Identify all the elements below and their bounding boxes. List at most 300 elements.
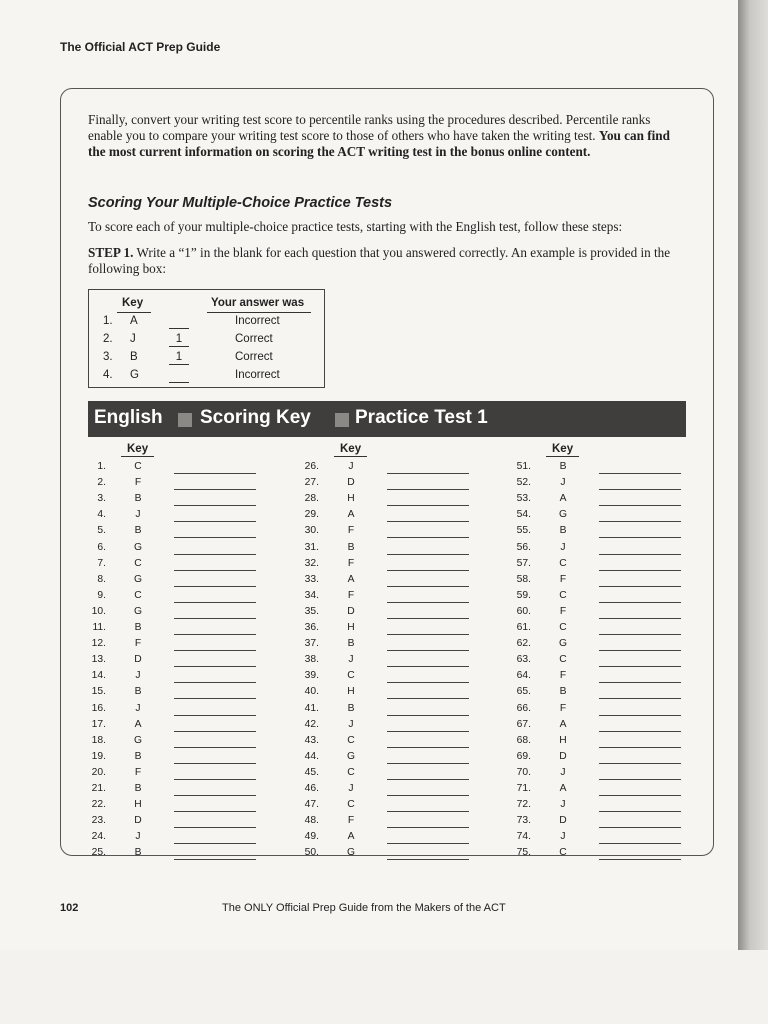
answer-blank[interactable]	[387, 731, 469, 732]
example-question-number: 1.	[103, 315, 113, 327]
banner-square-icon	[335, 413, 349, 427]
answer-key-letter: G	[133, 541, 142, 553]
answer-key-letter: B	[134, 686, 142, 698]
question-number: 38.	[304, 654, 319, 666]
scan-background	[0, 950, 768, 1024]
question-number: 41.	[304, 702, 319, 714]
scoring-key-banner	[88, 401, 686, 437]
answer-key-letter: B	[134, 847, 142, 859]
answer-key-row	[507, 815, 717, 831]
answer-blank[interactable]	[174, 682, 256, 683]
answer-blank[interactable]	[387, 779, 469, 780]
answer-blank[interactable]	[387, 859, 469, 860]
answer-blank[interactable]	[387, 521, 469, 522]
answer-blank[interactable]	[387, 537, 469, 538]
answer-blank[interactable]	[387, 602, 469, 603]
answer-blank[interactable]	[387, 698, 469, 699]
answer-key-row	[507, 719, 717, 735]
example-mark-blank	[169, 315, 189, 329]
example-key-letter: J	[130, 333, 136, 345]
answer-blank[interactable]	[599, 586, 681, 587]
answer-key-letter: G	[558, 638, 567, 650]
answer-blank[interactable]	[387, 843, 469, 844]
answer-blank[interactable]	[387, 666, 469, 667]
question-number: 12.	[91, 638, 106, 650]
footer-text: The ONLY Official Prep Guide from the Makers of the ACT	[222, 902, 506, 914]
answer-key-letter: F	[347, 557, 355, 569]
question-number: 3.	[97, 493, 106, 505]
question-number: 6.	[97, 541, 106, 553]
question-number: 64.	[516, 670, 531, 682]
question-number: 50.	[304, 847, 319, 859]
answer-blank[interactable]	[174, 779, 256, 780]
answer-blank[interactable]	[599, 682, 681, 683]
answer-key-letter: J	[135, 509, 141, 521]
answer-key-row	[295, 799, 505, 815]
answer-key-row	[507, 493, 717, 509]
answer-blank[interactable]	[599, 715, 681, 716]
intro-text: Finally, convert your writing test score to percentile ranks using the procedures described. Percentile ranks enable you to compare your writing test score to those of others who have taken the writing test.	[88, 112, 651, 143]
question-number: 36.	[304, 622, 319, 633]
answer-key-row	[82, 751, 292, 767]
answer-key-row	[507, 735, 717, 751]
answer-key-row	[295, 703, 505, 719]
answer-key-letter: A	[559, 493, 567, 505]
question-number: 63.	[516, 654, 531, 666]
question-number: 13.	[91, 654, 106, 666]
answer-blank[interactable]	[174, 570, 256, 571]
question-number: 60.	[516, 605, 531, 617]
answer-blank[interactable]	[174, 811, 256, 812]
question-number: 9.	[97, 589, 106, 601]
answer-blank[interactable]	[599, 473, 681, 474]
question-number: 44.	[304, 750, 319, 762]
answer-blank[interactable]	[174, 489, 256, 490]
answer-blank[interactable]	[174, 731, 256, 732]
answer-key-letter: J	[135, 831, 141, 843]
answer-key-row	[295, 719, 505, 735]
answer-key-letter: F	[559, 670, 567, 682]
question-number: 31.	[304, 541, 319, 553]
question-number: 55.	[516, 525, 531, 537]
answer-key-row	[82, 622, 292, 638]
answer-blank[interactable]	[387, 618, 469, 619]
answer-key-letter: A	[347, 509, 355, 521]
answer-key-row	[507, 477, 717, 493]
answer-key-letter: C	[347, 670, 355, 682]
answer-blank[interactable]	[599, 747, 681, 748]
intro-paragraph	[88, 112, 688, 160]
answer-key-letter: J	[348, 783, 354, 794]
question-number: 5.	[97, 525, 106, 537]
answer-key-letter: B	[559, 686, 567, 698]
answer-key-row	[507, 703, 717, 719]
answer-key-row	[82, 703, 292, 719]
question-number: 69.	[516, 750, 531, 762]
answer-blank[interactable]	[599, 521, 681, 522]
answer-key-row	[507, 461, 717, 477]
question-number: 47.	[304, 799, 319, 811]
question-number: 45.	[304, 766, 319, 778]
answer-key-row	[507, 606, 717, 622]
answer-key-row	[507, 751, 717, 767]
question-number: 49.	[304, 831, 319, 843]
answer-key-row	[507, 638, 717, 654]
answer-key-letter: J	[135, 702, 141, 714]
answer-key-row	[82, 815, 292, 831]
answer-blank[interactable]	[174, 650, 256, 651]
answer-key-letter: D	[559, 750, 567, 762]
answer-blank[interactable]	[174, 827, 256, 828]
answer-blank[interactable]	[599, 795, 681, 796]
question-number: 71.	[516, 783, 531, 794]
question-number: 40.	[304, 686, 319, 698]
question-number: 20.	[91, 766, 106, 778]
instructions-text: To score each of your multiple-choice practice tests, starting with the English test, follow these steps:	[88, 219, 623, 234]
answer-key-letter: A	[347, 831, 355, 843]
answer-blank[interactable]	[599, 666, 681, 667]
answer-key-row	[507, 590, 717, 606]
answer-blank[interactable]	[387, 715, 469, 716]
answer-blank[interactable]	[599, 827, 681, 828]
intro-bold-text: You can find the most current information on scoring the ACT writing test in the bonus online content.	[88, 128, 670, 159]
answer-key-row	[295, 767, 505, 783]
answer-key-row	[507, 686, 717, 702]
answer-key-letter: F	[134, 477, 142, 489]
answer-key-letter: G	[133, 734, 142, 746]
answer-key-row	[295, 638, 505, 654]
answer-key-letter: D	[347, 477, 355, 489]
answer-key-letter: B	[134, 525, 142, 537]
answer-blank[interactable]	[599, 537, 681, 538]
answer-key-row	[295, 574, 505, 590]
answer-blank[interactable]	[174, 795, 256, 796]
answer-key-letter: C	[347, 799, 355, 811]
question-number: 51.	[516, 461, 531, 472]
answer-key-letter: G	[133, 573, 142, 585]
answer-blank[interactable]	[599, 505, 681, 506]
answer-key-row	[82, 735, 292, 751]
example-answer-result: Correct	[235, 333, 273, 345]
example-row	[89, 315, 324, 333]
answer-key-row	[82, 638, 292, 654]
answer-key-row	[82, 461, 292, 477]
answer-blank[interactable]	[599, 554, 681, 555]
answer-key-letter: F	[347, 815, 355, 827]
answer-blank[interactable]	[387, 811, 469, 812]
question-number: 18.	[91, 734, 106, 746]
banner-square-icon	[178, 413, 192, 427]
answer-key-letter: B	[559, 461, 567, 472]
answer-blank[interactable]	[387, 570, 469, 571]
answer-blank[interactable]	[174, 554, 256, 555]
answer-key-letter: H	[347, 686, 355, 698]
example-key-letter: B	[130, 351, 138, 363]
question-number: 73.	[516, 815, 531, 827]
answer-blank[interactable]	[174, 747, 256, 748]
answer-key-row	[507, 654, 717, 670]
answer-key-row	[507, 799, 717, 815]
answer-key-letter: F	[559, 605, 567, 617]
answer-key-row	[295, 654, 505, 670]
answer-blank[interactable]	[174, 505, 256, 506]
book-spine	[738, 0, 768, 950]
question-number: 58.	[516, 573, 531, 585]
question-number: 39.	[304, 670, 319, 682]
answer-key-letter: G	[133, 605, 142, 617]
example-answer-result: Incorrect	[235, 369, 280, 381]
question-number: 23.	[91, 815, 106, 827]
answer-key-row	[82, 783, 292, 799]
question-number: 74.	[516, 831, 531, 843]
section-heading: Scoring Your Multiple-Choice Practice Tests	[88, 195, 393, 211]
example-row	[89, 369, 324, 387]
question-number: 19.	[91, 750, 106, 762]
answer-key-letter: B	[347, 541, 355, 553]
question-number: 61.	[516, 622, 531, 633]
answer-blank[interactable]	[599, 779, 681, 780]
example-mark-blank: 1	[169, 333, 189, 347]
answer-blank[interactable]	[174, 473, 256, 474]
answer-key-row	[295, 735, 505, 751]
step-1-paragraph	[88, 245, 688, 277]
answer-blank[interactable]	[174, 698, 256, 699]
answer-key-row	[82, 509, 292, 525]
answer-key-letter: B	[134, 750, 142, 762]
answer-key-row	[82, 654, 292, 670]
answer-key-letter: G	[558, 509, 567, 521]
answer-key-row	[507, 767, 717, 783]
answer-key-row	[82, 558, 292, 574]
answer-blank[interactable]	[174, 859, 256, 860]
question-number: 70.	[516, 766, 531, 778]
answer-blank[interactable]	[387, 650, 469, 651]
answer-blank[interactable]	[174, 586, 256, 587]
answer-key-row	[295, 783, 505, 799]
answer-key-letter: B	[347, 702, 355, 714]
answer-blank[interactable]	[174, 602, 256, 603]
answer-key-row	[82, 831, 292, 847]
question-number: 42.	[304, 718, 319, 730]
answer-blank[interactable]	[599, 811, 681, 812]
answer-key-letter: A	[559, 783, 567, 794]
answer-key-letter: D	[134, 815, 142, 827]
answer-key-row	[295, 558, 505, 574]
answer-key-row	[295, 622, 505, 638]
example-answer-header: Your answer was	[211, 297, 305, 309]
answer-blank[interactable]	[387, 763, 469, 764]
step-text: Write a “1” in the blank for each question that you answered correctly. An example is provided in the following box:	[88, 245, 671, 276]
example-key-header: Key	[122, 297, 144, 309]
answer-key-letter: B	[559, 525, 567, 537]
question-number: 11.	[92, 622, 106, 633]
answer-blank[interactable]	[174, 634, 256, 635]
question-number: 37.	[304, 638, 319, 650]
answer-key-row	[507, 542, 717, 558]
answer-key-letter: F	[134, 638, 142, 650]
answer-key-row	[507, 670, 717, 686]
answer-key-row	[295, 509, 505, 525]
question-number: 48.	[304, 815, 319, 827]
answer-blank[interactable]	[599, 618, 681, 619]
answer-key-letter: A	[559, 718, 567, 730]
answer-key-letter: C	[347, 734, 355, 746]
question-number: 2.	[97, 477, 106, 489]
answer-key-letter: B	[134, 622, 142, 633]
answer-blank[interactable]	[599, 698, 681, 699]
answer-key-row	[295, 477, 505, 493]
example-mark-blank: 1	[169, 351, 189, 365]
answer-key-row	[295, 606, 505, 622]
answer-blank[interactable]	[599, 489, 681, 490]
answer-key-letter: D	[559, 815, 567, 827]
step-label: STEP 1.	[88, 245, 134, 260]
answer-key-letter: A	[347, 573, 355, 585]
answer-key-letter: H	[347, 493, 355, 505]
example-row	[89, 351, 324, 369]
answer-key-row	[82, 542, 292, 558]
answer-blank[interactable]	[174, 618, 256, 619]
answer-blank[interactable]	[599, 634, 681, 635]
answer-key-row	[82, 525, 292, 541]
question-number: 57.	[516, 557, 531, 569]
answer-blank[interactable]	[599, 859, 681, 860]
answer-blank[interactable]	[599, 763, 681, 764]
answer-key-letter: J	[560, 766, 566, 778]
answer-key-letter: C	[134, 557, 142, 569]
answer-key-letter: F	[347, 525, 355, 537]
answer-blank[interactable]	[174, 843, 256, 844]
answer-key-row	[507, 622, 717, 638]
question-number: 26.	[304, 461, 319, 472]
answer-key-letter: J	[348, 718, 354, 730]
answer-key-row	[507, 574, 717, 590]
answer-key-letter: J	[348, 654, 354, 666]
answer-key-row	[507, 509, 717, 525]
answer-key-row	[295, 542, 505, 558]
answer-blank[interactable]	[174, 537, 256, 538]
answer-key-letter: B	[134, 493, 142, 505]
answer-key-letter: G	[346, 750, 355, 762]
answer-key-row	[82, 493, 292, 509]
answer-key-letter: B	[134, 783, 142, 794]
example-answer-result: Incorrect	[235, 315, 280, 327]
question-number: 1.	[97, 461, 106, 472]
answer-key-letter: H	[134, 799, 142, 811]
answer-key-letter: J	[135, 670, 141, 682]
answer-key-row	[295, 751, 505, 767]
answer-key-letter: C	[559, 557, 567, 569]
answer-blank[interactable]	[599, 570, 681, 571]
question-number: 16.	[91, 702, 106, 714]
answer-blank[interactable]	[387, 586, 469, 587]
answer-blank[interactable]	[599, 731, 681, 732]
page-number: 102	[60, 902, 79, 914]
answer-key-letter: F	[559, 702, 567, 714]
answer-blank[interactable]	[387, 747, 469, 748]
answer-blank[interactable]	[599, 843, 681, 844]
question-number: 54.	[516, 509, 531, 521]
question-number: 72.	[516, 799, 531, 811]
answer-key-letter: F	[347, 589, 355, 601]
answer-key-row	[295, 686, 505, 702]
answer-key-letter: C	[134, 589, 142, 601]
answer-key-letter: C	[559, 622, 567, 633]
example-key-underline	[117, 312, 151, 313]
key-column-header: Key	[340, 443, 362, 455]
question-number: 53.	[516, 493, 531, 505]
answer-blank[interactable]	[387, 682, 469, 683]
answer-blank[interactable]	[387, 827, 469, 828]
answer-key-row	[82, 606, 292, 622]
answer-key-letter: H	[347, 622, 355, 633]
answer-blank[interactable]	[387, 795, 469, 796]
question-number: 4.	[97, 509, 106, 521]
question-number: 35.	[304, 605, 319, 617]
answer-blank[interactable]	[174, 715, 256, 716]
answer-blank[interactable]	[599, 602, 681, 603]
question-number: 67.	[516, 718, 531, 730]
question-number: 24.	[91, 831, 106, 843]
question-number: 21.	[91, 783, 106, 794]
banner-subject: English	[94, 407, 163, 428]
answer-key-letter: C	[559, 654, 567, 666]
answer-key-letter: D	[347, 605, 355, 617]
example-question-number: 4.	[103, 369, 113, 381]
answer-blank[interactable]	[387, 489, 469, 490]
answer-key-letter: J	[560, 541, 566, 553]
answer-blank[interactable]	[387, 634, 469, 635]
answer-key-row	[82, 574, 292, 590]
example-answer-underline	[207, 312, 311, 313]
question-number: 56.	[516, 541, 531, 553]
answer-key-row	[82, 799, 292, 815]
question-number: 25.	[91, 847, 106, 859]
example-key-letter: G	[130, 369, 139, 381]
question-number: 28.	[304, 493, 319, 505]
answer-key-letter: F	[559, 573, 567, 585]
question-number: 52.	[516, 477, 531, 489]
answer-key-row	[507, 525, 717, 541]
answer-key-letter: D	[134, 654, 142, 666]
example-box	[88, 289, 325, 388]
question-number: 29.	[304, 509, 319, 521]
answer-blank[interactable]	[174, 763, 256, 764]
answer-blank[interactable]	[387, 554, 469, 555]
question-number: 22.	[91, 799, 106, 811]
example-mark-blank	[169, 369, 189, 383]
answer-key-row	[295, 461, 505, 477]
example-answer-result: Correct	[235, 351, 273, 363]
answer-key-row	[295, 670, 505, 686]
answer-blank[interactable]	[387, 473, 469, 474]
answer-blank[interactable]	[174, 666, 256, 667]
answer-key-letter: C	[347, 766, 355, 778]
question-number: 68.	[516, 734, 531, 746]
question-number: 59.	[516, 589, 531, 601]
question-number: 34.	[304, 589, 319, 601]
banner-test-name: Practice Test 1	[355, 407, 488, 428]
answer-blank[interactable]	[387, 505, 469, 506]
answer-key-row	[82, 767, 292, 783]
answer-key-letter: J	[560, 799, 566, 811]
answer-key-letter: C	[134, 461, 142, 472]
answer-blank[interactable]	[599, 650, 681, 651]
question-number: 27.	[304, 477, 319, 489]
question-number: 62.	[516, 638, 531, 650]
answer-blank[interactable]	[174, 521, 256, 522]
answer-key-row	[507, 847, 717, 863]
